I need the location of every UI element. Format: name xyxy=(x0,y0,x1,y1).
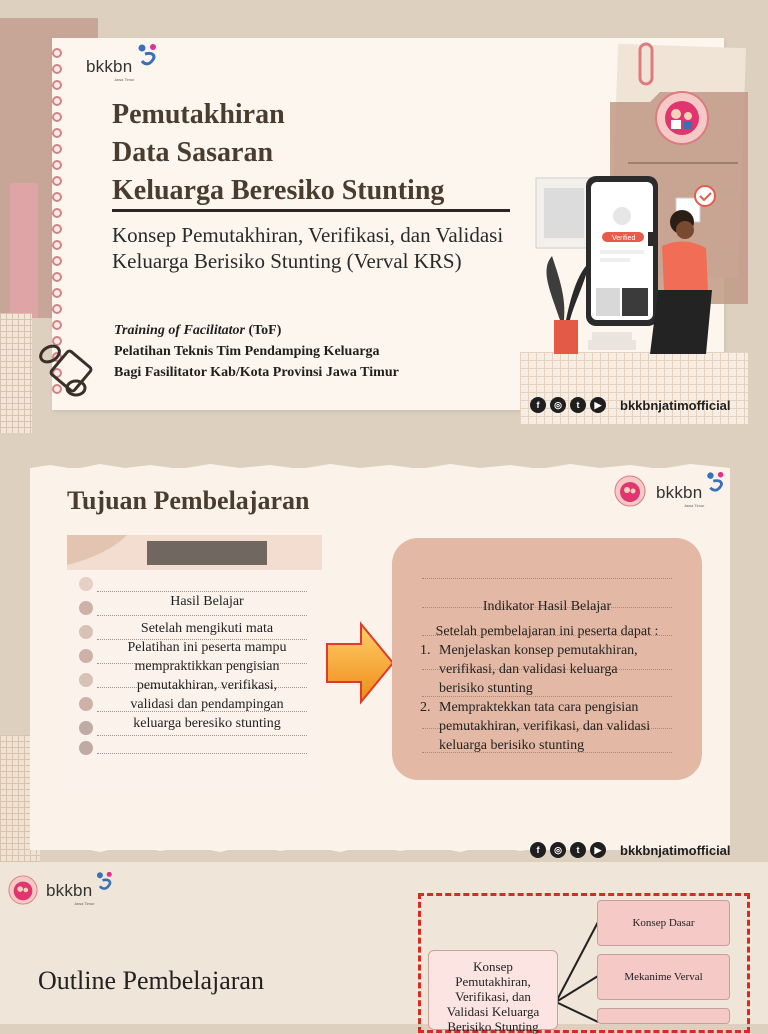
youtube-icon[interactable]: ▶ xyxy=(590,842,606,858)
logo-text-3: bkkbn xyxy=(46,881,93,900)
outcome-line-5: validasi dan pendampingan xyxy=(130,697,284,712)
title-line-2: Data Sasaran xyxy=(112,137,274,168)
bkkbn-logo-3 xyxy=(8,870,116,906)
center-node-line-2: Pemutakhiran, xyxy=(455,974,531,989)
indicator-num-2: 2. xyxy=(420,700,431,715)
logo-mark-icon xyxy=(135,42,161,70)
slide-cover xyxy=(0,0,768,435)
center-node-line-4: Validasi Keluarga xyxy=(446,1004,540,1019)
stunting-badge-icon xyxy=(614,475,646,507)
tof-line-2: Pelatihan Teknis Tim Pendamping Keluarga xyxy=(114,344,380,359)
title-line-3: Keluarga Beresiko Stunting xyxy=(112,175,445,206)
logo-text-2: bkkbn xyxy=(656,483,703,502)
facebook-icon[interactable]: f xyxy=(530,397,546,413)
social-bar xyxy=(530,397,731,413)
outline-title: Outline Pembelajaran xyxy=(38,966,264,995)
cover-subtitle: Konsep Pemutakhiran, Verifikasi, dan Validasi Keluarga Berisiko Stunting (Verval KRS) xyxy=(112,223,504,273)
training-info xyxy=(114,320,514,383)
objectives-title: Tujuan Pembelajaran xyxy=(67,486,310,515)
node-third xyxy=(597,1008,730,1024)
right-arrow-icon xyxy=(325,622,395,704)
cover-title xyxy=(112,96,512,210)
logo-subtext: Jawa Timur xyxy=(114,77,135,82)
indicator-intro: Setelah pembelajaran ini peserta dapat : xyxy=(435,624,659,639)
title-line-1: Pemutakhiran xyxy=(112,99,285,130)
social-bar-2 xyxy=(530,842,731,858)
node-mekanisme-verval: Mekanime Verval xyxy=(597,954,730,1000)
social-handle-2[interactable]: bkkbnjatimofficial xyxy=(620,842,731,858)
verification-illustration xyxy=(530,170,730,358)
center-node-line-3: Verifikasi, dan xyxy=(455,989,531,1004)
logo-text: bkkbn xyxy=(86,57,133,76)
facebook-icon[interactable]: f xyxy=(530,842,546,858)
binder-clip-icon xyxy=(36,338,100,402)
verified-badge-text: Verified xyxy=(612,235,636,242)
bkkbn-logo-2 xyxy=(614,470,728,508)
connector-lines xyxy=(556,918,600,1024)
social-handle[interactable]: bkkbnjatimofficial xyxy=(620,397,731,413)
instagram-icon[interactable]: ◎ xyxy=(550,842,566,858)
indicator-heading: Indikator Hasil Belajar xyxy=(482,599,612,614)
youtube-icon[interactable]: ▶ xyxy=(590,397,606,413)
twitter-icon[interactable]: t xyxy=(570,397,586,413)
indicator-num-1: 1. xyxy=(420,643,431,658)
indicator-1-line-2: verifikasi, dan validasi keluarga xyxy=(439,662,618,677)
center-node-line-1: Konsep xyxy=(473,959,513,974)
indicator-1-line-3: berisiko stunting xyxy=(439,681,533,696)
tof-abbr: (ToF) xyxy=(244,323,282,338)
stunting-badge-icon-3 xyxy=(8,875,38,905)
pink-strip xyxy=(10,183,38,318)
outcome-body xyxy=(107,619,307,733)
instagram-icon[interactable]: ◎ xyxy=(550,397,566,413)
tof-line-3: Bagi Fasilitator Kab/Kota Provinsi Jawa Timur xyxy=(114,365,399,380)
outcome-line-3: mempraktikkan pengisian xyxy=(134,659,280,674)
outcome-heading: Hasil Belajar xyxy=(170,594,244,609)
indicator-2-line-1: Mempraktekkan tata cara pengisian xyxy=(439,700,639,715)
title-underline xyxy=(112,209,510,212)
indicator-item-2 xyxy=(439,698,699,755)
indicator-item-1 xyxy=(439,641,699,698)
grid-card xyxy=(520,352,748,424)
outcome-line-1: Setelah mengikuti mata xyxy=(140,621,274,636)
twitter-icon[interactable]: t xyxy=(570,842,586,858)
bkkbn-logo xyxy=(86,42,161,82)
tof-italic: Training of Facilitator xyxy=(114,323,245,338)
indicator-2-line-2: pemutakhiran, verifikasi, dan validasi xyxy=(439,719,651,734)
center-node-line-5: Berisiko Stunting xyxy=(447,1019,539,1034)
learning-outcome-card xyxy=(67,535,322,790)
outcome-line-2: Pelatihan ini peserta mampu xyxy=(127,640,287,655)
indicator-2-line-3: keluarga berisiko stunting xyxy=(439,738,585,753)
node-konsep-dasar: Konsep Dasar xyxy=(597,900,730,946)
center-node xyxy=(428,950,558,1034)
logo-mark-icon-3 xyxy=(94,870,116,894)
indicator-1-line-1: Menjelaskan konsep pemutakhiran, xyxy=(439,643,638,658)
grid-paper-left xyxy=(0,313,32,433)
indicator-card xyxy=(392,538,702,780)
outcome-line-4: pemutakhiran, verifikasi, xyxy=(136,678,278,693)
logo-mark-icon-2 xyxy=(704,470,728,496)
outcome-line-6: keluarga beresiko stunting xyxy=(133,716,281,731)
logo-subtext-3: Jawa Timur xyxy=(74,901,95,906)
logo-subtext-2: Jawa Timur xyxy=(684,503,705,508)
